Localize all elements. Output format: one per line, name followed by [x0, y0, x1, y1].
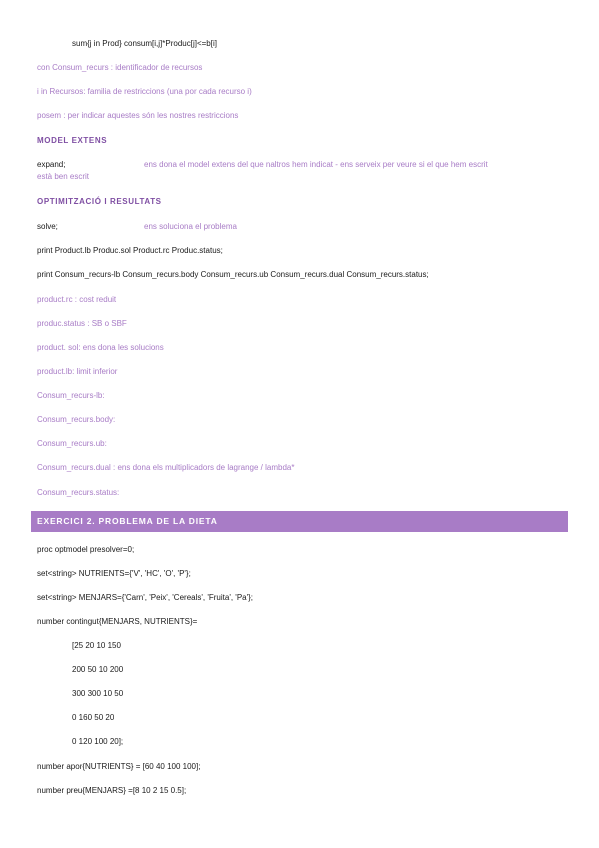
model-extens-heading: MODEL EXTENS: [37, 136, 108, 145]
produc-status-comment: produc.status : SB o SBF: [37, 319, 127, 328]
matrix-row: 300 300 10 50: [72, 689, 124, 698]
product-sol-comment: product. sol: ens dona les solucions: [37, 343, 164, 352]
consum-lb-comment: Consum_recurs-lb:: [37, 391, 105, 400]
number-apor-line: number apor{NUTRIENTS} = [60 40 100 100];: [37, 762, 201, 771]
consum-body-comment: Consum_recurs.body:: [37, 415, 116, 424]
exercici-banner: [31, 511, 568, 532]
i-in-comment-line: i in Recursos: familia de restriccions (una por cada recurso i): [37, 87, 252, 96]
number-preu-line: number preu{MENJARS} =[8 10 2 15 0.5];: [37, 786, 187, 795]
expand-comment-continued: està ben escrit: [37, 172, 90, 181]
set-nutrients-line: set<string> NUTRIENTS={'V', 'HC', 'O', 'P'};: [37, 569, 191, 578]
product-rc-comment: product.rc : cost reduit: [37, 295, 117, 304]
posem-comment-line: posem : per indicar aquestes són les nostres restriccions: [37, 111, 239, 120]
expand-code: expand;: [37, 160, 66, 169]
print-consum-line: print Consum_recurs-lb Consum_recurs.body Consum_recurs.ub Consum_recurs.dual Consum_recurs.status;: [37, 270, 429, 279]
matrix-row: [25 20 10 150: [72, 641, 121, 650]
con-comment-line: con Consum_recurs : identificador de recursos: [37, 63, 203, 72]
optimitzacio-heading: OPTIMITZACIÓ I RESULTATS: [37, 197, 162, 206]
exercici-banner-title: EXERCICI 2. PROBLEMA DE LA DIETA: [37, 516, 218, 526]
print-product-line: print Product.lb Produc.sol Product.rc Produc.status;: [37, 246, 223, 255]
product-lb-comment: product.lb: limit inferior: [37, 367, 118, 376]
matrix-row: 0 160 50 20: [72, 713, 115, 722]
consum-status-comment: Consum_recurs.status:: [37, 488, 120, 497]
set-menjars-line: set<string> MENJARS={'Carn', 'Peix', 'Cereals', 'Fruita', 'Pa'};: [37, 593, 254, 602]
solve-code: solve;: [37, 222, 58, 231]
matrix-row: 200 50 10 200: [72, 665, 124, 674]
proc-optmodel-line: proc optmodel presolver=0;: [37, 545, 135, 554]
expand-comment: ens dona el model extens del que naltros hem indicat - ens serveix per veure si el que hem escrit: [144, 160, 488, 169]
matrix-row: 0 120 100 20];: [72, 737, 124, 746]
sum-constraint-line: sum{j in Prod} consum[i,j]*Produc[j]<=b[i]: [72, 39, 217, 48]
consum-ub-comment: Consum_recurs.ub:: [37, 439, 107, 448]
consum-dual-comment: Consum_recurs.dual : ens dona els multiplicadors de lagrange / lambda*: [37, 463, 295, 472]
solve-comment: ens soluciona el problema: [144, 222, 237, 231]
number-contingut-line: number contingut{MENJARS, NUTRIENTS}=: [37, 617, 198, 626]
